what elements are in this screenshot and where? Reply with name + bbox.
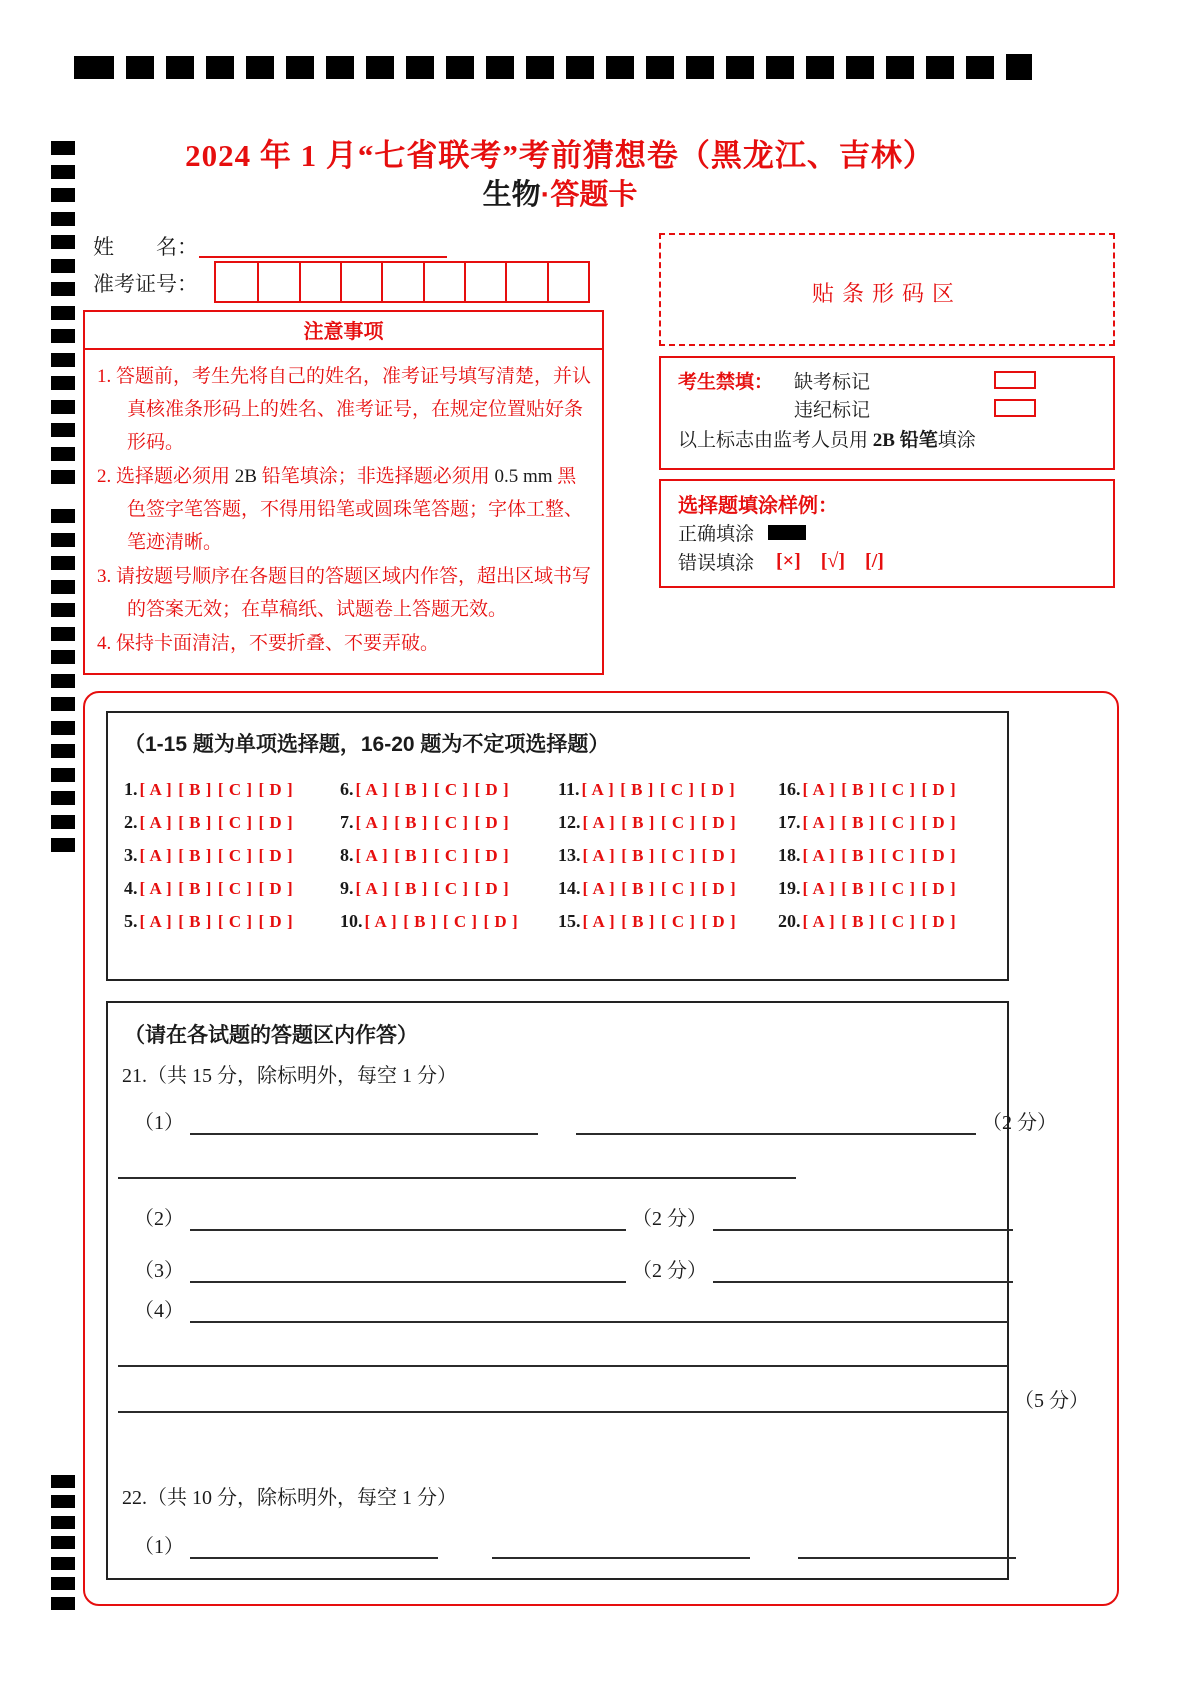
bubble-17-B[interactable]: [ B ]: [841, 813, 875, 832]
notice-item: 3. 请按题号顺序在各题目的答题区域内作答，超出区域书写的答案无效；在草稿纸、试题卷上答题无效。: [97, 566, 592, 620]
subjective-answers-box: [106, 1001, 1089, 1580]
question-10: [340, 911, 558, 932]
question-number: 17.: [778, 812, 801, 832]
q21-line-1-cont: [118, 1151, 796, 1179]
answer-blank[interactable]: [492, 1531, 750, 1559]
bubble-11-A[interactable]: [ A ]: [581, 780, 615, 799]
question-number: 12.: [558, 812, 581, 832]
q22-line-1: [134, 1531, 1016, 1559]
bubble-6-B[interactable]: [ B ]: [394, 780, 428, 799]
bubble-18-C[interactable]: [ C ]: [880, 846, 916, 865]
bubble-7-D[interactable]: [ D ]: [474, 813, 510, 832]
timing-mark: [286, 56, 314, 79]
question-3: [124, 845, 340, 866]
bubble-3-D[interactable]: [ D ]: [258, 846, 294, 865]
correct-fill-label: 正确填涂: [678, 524, 755, 545]
bubble-2-B[interactable]: [ B ]: [178, 813, 212, 832]
bubble-12-A[interactable]: [ A ]: [582, 813, 616, 832]
page-subtitle: [80, 172, 1040, 213]
question-21-title: 21.（共 15 分，除标明外，每空 1 分）: [122, 1065, 457, 1087]
bubble-15-C[interactable]: [ C ]: [660, 912, 696, 931]
question-number: 20.: [778, 911, 801, 931]
timing-mark: [886, 56, 914, 79]
objective-answers-box: [106, 711, 1009, 981]
bubble-14-A[interactable]: [ A ]: [582, 879, 616, 898]
bubble-5-A[interactable]: [ A ]: [139, 912, 173, 931]
question-22-title: 22.（共 10 分，除标明外，每空 1 分）: [122, 1487, 457, 1509]
timing-mark: [51, 650, 75, 664]
timing-mark: [51, 556, 75, 570]
bubble-8-D[interactable]: [ D ]: [474, 846, 510, 865]
bubble-5-B[interactable]: [ B ]: [178, 912, 212, 931]
bubble-4-B[interactable]: [ B ]: [178, 879, 212, 898]
score-label: （2 分）: [632, 1208, 707, 1230]
timing-mark: [326, 56, 354, 79]
bubble-15-D[interactable]: [ D ]: [701, 912, 737, 931]
question-number: 1.: [124, 779, 138, 799]
timing-mark: [1006, 54, 1032, 80]
notice-item: 1. 答题前，考生先将自己的姓名，准考证号填写清楚，并认真核准条形码上的姓名、准考证号，在规定位置贴好条形码。: [97, 366, 592, 453]
timing-mark: [686, 56, 714, 79]
timing-mark: [366, 56, 394, 79]
timing-mark: [51, 282, 75, 296]
id-cell[interactable]: [464, 263, 505, 301]
question-18: [778, 845, 1004, 866]
question-number: 13.: [558, 845, 581, 865]
question-15: [558, 911, 778, 932]
timing-mark: [51, 509, 75, 523]
answer-blank[interactable]: [190, 1531, 438, 1559]
bubble-1-D[interactable]: [ D ]: [258, 780, 294, 799]
answer-blank[interactable]: [118, 1385, 1008, 1413]
name-label: 姓 名：: [93, 235, 198, 259]
bubble-2-A[interactable]: [ A ]: [139, 813, 173, 832]
bubble-16-B[interactable]: [ B ]: [841, 780, 875, 799]
bubble-9-B[interactable]: [ B ]: [394, 879, 428, 898]
q21-line-5: [118, 1339, 1008, 1367]
q21-line-4: [134, 1295, 1008, 1323]
question-12: [558, 812, 778, 833]
answer-blank[interactable]: [118, 1339, 1008, 1367]
answer-blank[interactable]: [798, 1531, 1016, 1559]
timing-mark: [51, 1536, 75, 1549]
bubble-10-C[interactable]: [ C ]: [442, 912, 478, 931]
violation-mark-label: 违纪标记: [794, 399, 871, 421]
bubble-10-B[interactable]: [ B ]: [403, 912, 437, 931]
bubble-3-A[interactable]: [ A ]: [139, 846, 173, 865]
bubble-3-B[interactable]: [ B ]: [178, 846, 212, 865]
timing-mark: [51, 721, 75, 735]
timing-mark: [51, 1475, 75, 1488]
timing-mark: [51, 815, 75, 829]
bubble-18-A[interactable]: [ A ]: [802, 846, 836, 865]
question-7: [340, 812, 558, 833]
bubble-8-B[interactable]: [ B ]: [394, 846, 428, 865]
bubble-11-C[interactable]: [ C ]: [659, 780, 695, 799]
timing-mark: [51, 1557, 75, 1570]
examiner-title: 考生禁填：: [678, 371, 774, 393]
bubble-13-B[interactable]: [ B ]: [621, 846, 655, 865]
examiner-box: [659, 356, 1115, 470]
question-9: [340, 878, 558, 899]
bubble-5-D[interactable]: [ D ]: [258, 912, 294, 931]
bubble-20-B[interactable]: [ B ]: [841, 912, 875, 931]
question-4: [124, 878, 340, 899]
question-number: 15.: [558, 911, 581, 931]
timing-mark: [51, 235, 75, 249]
fill-sample-title: 选择题填涂样例：: [678, 495, 838, 517]
timing-mark: [51, 353, 75, 367]
timing-mark: [51, 603, 75, 617]
q21-line-1: [134, 1107, 1063, 1135]
timing-mark: [966, 56, 994, 79]
bubble-15-A[interactable]: [ A ]: [582, 912, 616, 931]
bubble-12-D[interactable]: [ D ]: [701, 813, 737, 832]
bubble-11-D[interactable]: [ D ]: [700, 780, 736, 799]
question-number: 8.: [340, 845, 354, 865]
timing-mark: [926, 56, 954, 79]
question-1: [124, 779, 340, 800]
notice-item: 2. 选择题必须用 2B 铅笔填涂；非选择题必须用 0.5 mm 黑色签字笔答题，不得用铅笔或圆珠笔答题；字体工整、笔迹清晰。: [97, 466, 584, 553]
question-8: [340, 845, 558, 866]
timing-mark: [806, 56, 834, 79]
question-17: [778, 812, 1004, 833]
id-cell[interactable]: [505, 263, 546, 301]
wrong-mark: [×]: [776, 550, 801, 572]
question-number: 2.: [124, 812, 138, 832]
timing-mark: [126, 56, 154, 79]
question-16: [778, 779, 1004, 800]
bubble-4-C[interactable]: [ C ]: [217, 879, 253, 898]
timing-mark: [446, 56, 474, 79]
bubble-9-D[interactable]: [ D ]: [474, 879, 510, 898]
answer-blank[interactable]: [118, 1151, 796, 1179]
bubble-13-C[interactable]: [ C ]: [660, 846, 696, 865]
timing-mark: [726, 56, 754, 79]
subject-name: 生物: [482, 179, 541, 211]
subjective-header: （请在各试题的答题区内作答）: [124, 1024, 418, 1047]
question-number: 14.: [558, 878, 581, 898]
card-suffix: ·答题卡: [540, 179, 638, 211]
question-number: 3.: [124, 845, 138, 865]
bubble-14-C[interactable]: [ C ]: [660, 879, 696, 898]
timing-mark: [51, 306, 75, 320]
bubble-19-B[interactable]: [ B ]: [841, 879, 875, 898]
bubble-6-A[interactable]: [ A ]: [355, 780, 389, 799]
notice-list: [85, 350, 602, 673]
question-number: 19.: [778, 878, 801, 898]
answer-blank[interactable]: [713, 1203, 1013, 1231]
bubble-10-D[interactable]: [ D ]: [483, 912, 519, 931]
question-number: 11.: [558, 779, 580, 799]
objective-header: （1-15 题为单项选择题，16-20 题为不定项选择题）: [124, 733, 610, 756]
bubble-11-B[interactable]: [ B ]: [620, 780, 654, 799]
timing-mark: [486, 56, 514, 79]
objective-grid: [124, 773, 1004, 938]
q21-line-6: [118, 1385, 1095, 1413]
timing-mark: [51, 674, 75, 688]
timing-mark: [51, 329, 75, 343]
question-number: 18.: [778, 845, 801, 865]
question-13: [558, 845, 778, 866]
notice-item: 4. 保持卡面清洁，不要折叠、不要弄破。: [97, 633, 440, 654]
timing-mark: [51, 768, 75, 782]
bubble-6-C[interactable]: [ C ]: [433, 780, 469, 799]
bubble-17-C[interactable]: [ C ]: [880, 813, 916, 832]
timing-mark: [51, 141, 75, 155]
timing-mark: [51, 1597, 75, 1610]
bubble-3-C[interactable]: [ C ]: [217, 846, 253, 865]
bubble-15-B[interactable]: [ B ]: [621, 912, 655, 931]
bubble-20-C[interactable]: [ C ]: [880, 912, 916, 931]
bubble-9-C[interactable]: [ C ]: [433, 879, 469, 898]
timing-mark: [566, 56, 594, 79]
bubble-19-A[interactable]: [ A ]: [802, 879, 836, 898]
timing-mark: [246, 56, 274, 79]
notice-header: 注意事项: [85, 312, 602, 350]
score-label: （2 分）: [982, 1112, 1057, 1134]
question-number: 5.: [124, 911, 138, 931]
timing-mark: [51, 580, 75, 594]
id-cell[interactable]: [423, 263, 464, 301]
q21-line-2: [134, 1203, 1013, 1231]
answer-blank[interactable]: [713, 1255, 1013, 1283]
bubble-7-C[interactable]: [ C ]: [433, 813, 469, 832]
correct-fill-example: [768, 525, 806, 540]
question-2: [124, 812, 340, 833]
question-number: 16.: [778, 779, 801, 799]
question-6: [340, 779, 558, 800]
admission-id-label: 准考证号：: [93, 272, 198, 296]
bubble-16-A[interactable]: [ A ]: [802, 780, 836, 799]
answer-blank[interactable]: [190, 1255, 626, 1283]
question-number: 9.: [340, 878, 354, 898]
id-cell[interactable]: [216, 263, 257, 301]
bubble-9-A[interactable]: [ A ]: [355, 879, 389, 898]
bubble-8-A[interactable]: [ A ]: [355, 846, 389, 865]
question-number: 6.: [340, 779, 354, 799]
bubble-1-B[interactable]: [ B ]: [178, 780, 212, 799]
answer-blank[interactable]: [190, 1295, 1008, 1323]
bubble-12-C[interactable]: [ C ]: [660, 813, 696, 832]
bubble-4-A[interactable]: [ A ]: [139, 879, 173, 898]
timing-mark: [51, 627, 75, 641]
wrong-mark: [/]: [865, 550, 884, 572]
bubble-16-D[interactable]: [ D ]: [921, 780, 957, 799]
bubble-7-A[interactable]: [ A ]: [355, 813, 389, 832]
timing-mark: [206, 56, 234, 79]
timing-mark: [51, 447, 75, 461]
barcode-label: 贴条形码区: [811, 281, 962, 306]
timing-mark: [51, 259, 75, 273]
bubble-2-D[interactable]: [ D ]: [258, 813, 294, 832]
id-cell[interactable]: [547, 263, 588, 301]
timing-mark: [646, 56, 674, 79]
part-label: （2）: [134, 1208, 184, 1230]
answer-blank[interactable]: [190, 1203, 626, 1231]
barcode-area: [659, 233, 1115, 346]
part-label: （1）: [134, 1536, 184, 1558]
bubble-20-D[interactable]: [ D ]: [921, 912, 957, 931]
bubble-18-B[interactable]: [ B ]: [841, 846, 875, 865]
bubble-19-C[interactable]: [ C ]: [880, 879, 916, 898]
violation-mark-box[interactable]: [994, 399, 1036, 417]
timing-mark: [846, 56, 874, 79]
bubble-17-A[interactable]: [ A ]: [802, 813, 836, 832]
bubble-2-C[interactable]: [ C ]: [217, 813, 253, 832]
bubble-7-B[interactable]: [ B ]: [394, 813, 428, 832]
absent-mark-label: 缺考标记: [794, 371, 871, 393]
part-label: （3）: [134, 1260, 184, 1282]
timing-mark: [51, 188, 75, 202]
wrong-fill-label: 错误填涂: [678, 553, 755, 574]
bubble-14-B[interactable]: [ B ]: [621, 879, 655, 898]
question-11: [558, 779, 778, 800]
timing-mark: [51, 1516, 75, 1529]
timing-mark: [166, 56, 194, 79]
page-title: 2024 年 1 月“七省联考”考前猜想卷（黑龙江、吉林）: [185, 138, 935, 173]
question-19: [778, 878, 1004, 899]
timing-mark: [51, 470, 75, 484]
bubble-17-D[interactable]: [ D ]: [921, 813, 957, 832]
timing-mark: [526, 56, 554, 79]
bubble-5-C[interactable]: [ C ]: [217, 912, 253, 931]
timing-mark: [51, 533, 75, 547]
fill-sample-box: [659, 479, 1115, 588]
question-5: [124, 911, 340, 932]
question-14: [558, 878, 778, 899]
question-number: 10.: [340, 911, 363, 931]
question-20: [778, 911, 1004, 932]
timing-mark: [766, 56, 794, 79]
name-input-line[interactable]: [199, 228, 447, 258]
timing-mark: [51, 1577, 75, 1590]
question-number: 4.: [124, 878, 138, 898]
answer-blank[interactable]: [190, 1107, 538, 1135]
timing-mark: [51, 400, 75, 414]
timing-mark: [51, 165, 75, 179]
q21-line-3: [134, 1255, 1013, 1283]
bubble-1-C[interactable]: [ C ]: [217, 780, 253, 799]
bubble-4-D[interactable]: [ D ]: [258, 879, 294, 898]
id-cell[interactable]: [381, 263, 422, 301]
answer-blank[interactable]: [576, 1107, 976, 1135]
timing-mark: [606, 56, 634, 79]
timing-mark: [74, 56, 114, 79]
bubble-10-A[interactable]: [ A ]: [364, 912, 398, 931]
examiner-note: 以上标志由监考人员用 2B 铅笔填涂: [678, 430, 976, 451]
timing-mark: [51, 423, 75, 437]
bubble-18-D[interactable]: [ D ]: [921, 846, 957, 865]
bubble-16-C[interactable]: [ C ]: [880, 780, 916, 799]
bubble-13-D[interactable]: [ D ]: [701, 846, 737, 865]
timing-mark: [51, 744, 75, 758]
wrong-mark: [√]: [820, 550, 846, 572]
bubble-12-B[interactable]: [ B ]: [621, 813, 655, 832]
score-label: （5 分）: [1014, 1390, 1089, 1412]
bubble-1-A[interactable]: [ A ]: [139, 780, 173, 799]
timing-mark: [51, 697, 75, 711]
timing-mark: [51, 376, 75, 390]
timing-mark: [51, 791, 75, 805]
part-label: （1）: [134, 1112, 184, 1134]
id-cell[interactable]: [257, 263, 298, 301]
bubble-19-D[interactable]: [ D ]: [921, 879, 957, 898]
bubble-6-D[interactable]: [ D ]: [474, 780, 510, 799]
question-number: 7.: [340, 812, 354, 832]
bubble-14-D[interactable]: [ D ]: [701, 879, 737, 898]
id-cell[interactable]: [340, 263, 381, 301]
score-label: （2 分）: [632, 1260, 707, 1282]
timing-mark: [51, 838, 75, 852]
bubble-8-C[interactable]: [ C ]: [433, 846, 469, 865]
absent-mark-box[interactable]: [994, 371, 1036, 389]
timing-mark: [51, 1495, 75, 1508]
admission-id-grid: [214, 261, 590, 303]
timing-mark: [51, 212, 75, 226]
notice-box: [83, 310, 604, 675]
id-cell[interactable]: [299, 263, 340, 301]
timing-mark: [406, 56, 434, 79]
bubble-20-A[interactable]: [ A ]: [802, 912, 836, 931]
bubble-13-A[interactable]: [ A ]: [582, 846, 616, 865]
part-label: （4）: [134, 1300, 184, 1322]
wrong-marks: [776, 550, 884, 573]
